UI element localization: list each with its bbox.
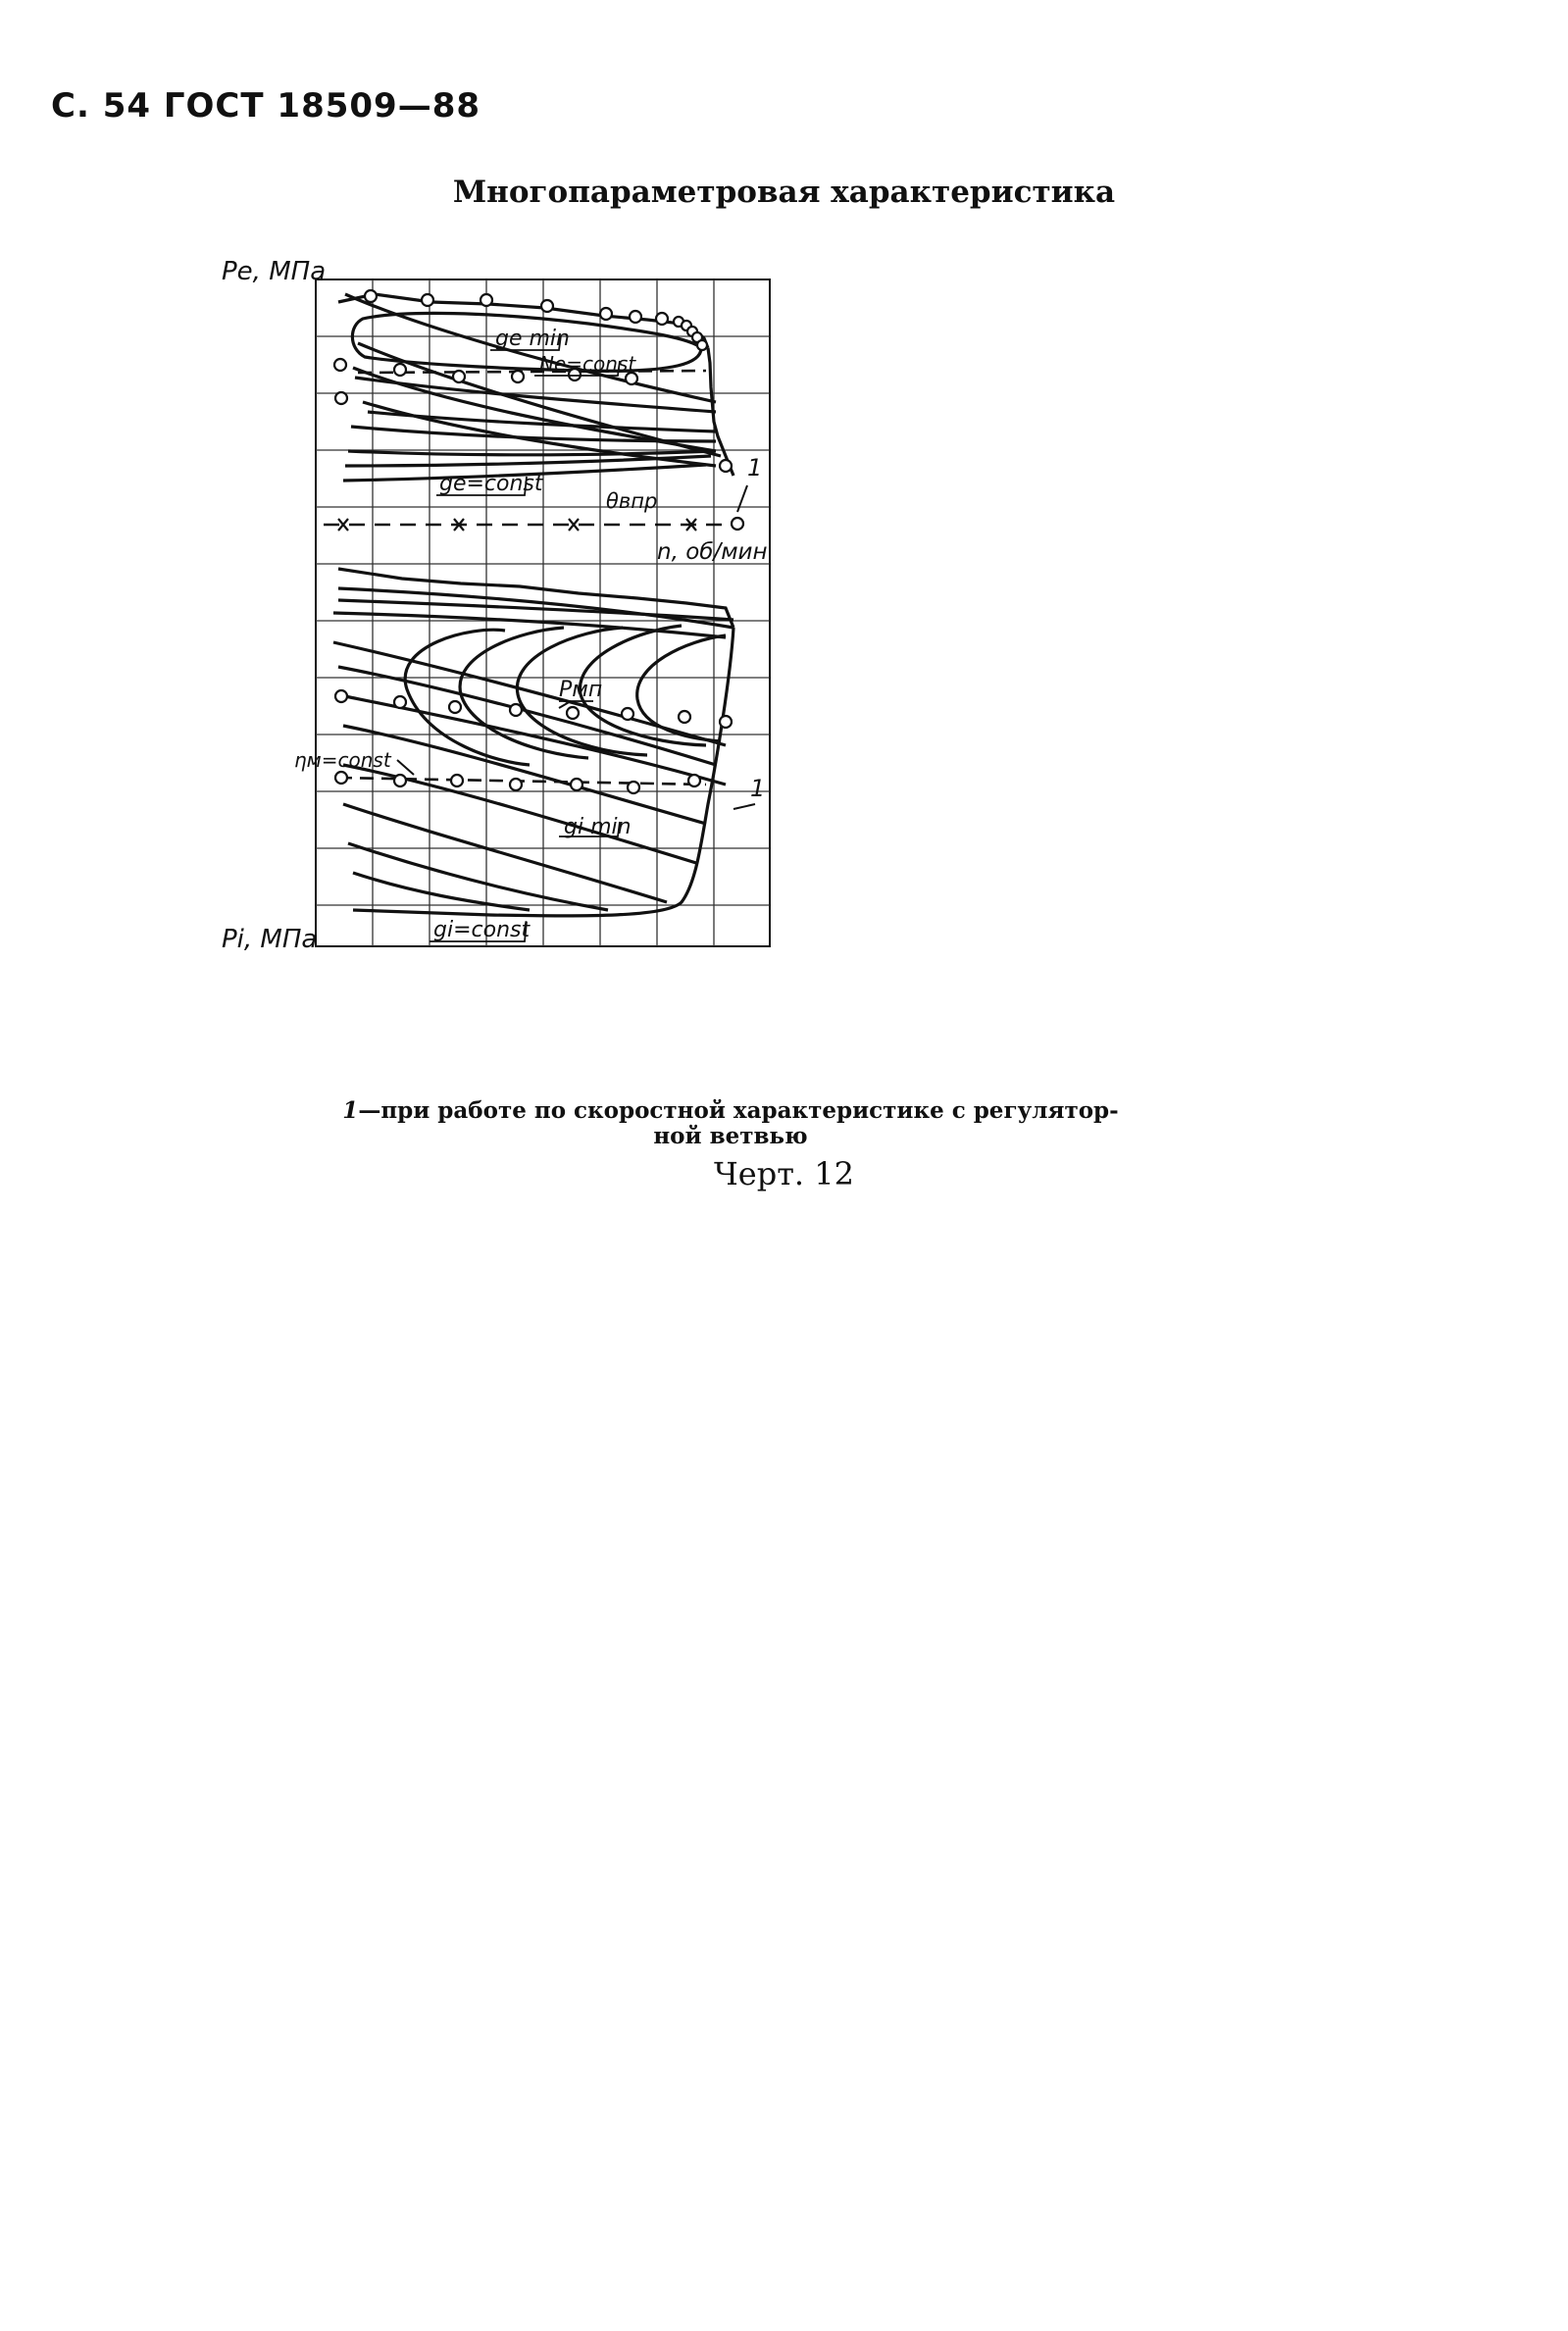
p-mp-label: Pмп [559, 678, 603, 702]
eta-const-label: ηм=const [294, 748, 391, 772]
ge-min-label: ge min [495, 327, 570, 351]
ne-const-label: Ne=const [539, 352, 636, 376]
figure-caption [324, 1098, 1138, 1149]
caption-text: —при работе по скоростной характеристике с регулятор-ной ветвью [358, 1097, 1119, 1149]
x-axis-label: n, об/мин [657, 539, 768, 565]
gi-const-label: gi=const [433, 918, 531, 942]
ne-const-line [358, 371, 706, 373]
caption-number: 1 [342, 1097, 359, 1124]
multiparameter-chart [294, 255, 1196, 1079]
ge-const-label: ge=const [439, 472, 543, 496]
marker-1-upper: 1 [747, 454, 763, 481]
theta-label: θвпр [606, 489, 658, 513]
gi-min-label: gi min [564, 815, 632, 839]
upper-leader-1 [737, 485, 747, 512]
eta-leader [397, 760, 414, 775]
figure-label: Черт. 12 [714, 1155, 854, 1192]
upper-y-axis-label-html: Pe, МПа [222, 257, 327, 286]
pmp-leader [559, 701, 571, 708]
figure-title: Многопараметровая характеристика [452, 175, 1116, 210]
page-header: С. 54 ГОСТ 18509—88 [51, 86, 481, 126]
marker-1-lower: 1 [750, 775, 766, 802]
lower-y-axis-label-html: Pi, МПа [222, 925, 318, 954]
lower-leader-1 [733, 804, 755, 809]
